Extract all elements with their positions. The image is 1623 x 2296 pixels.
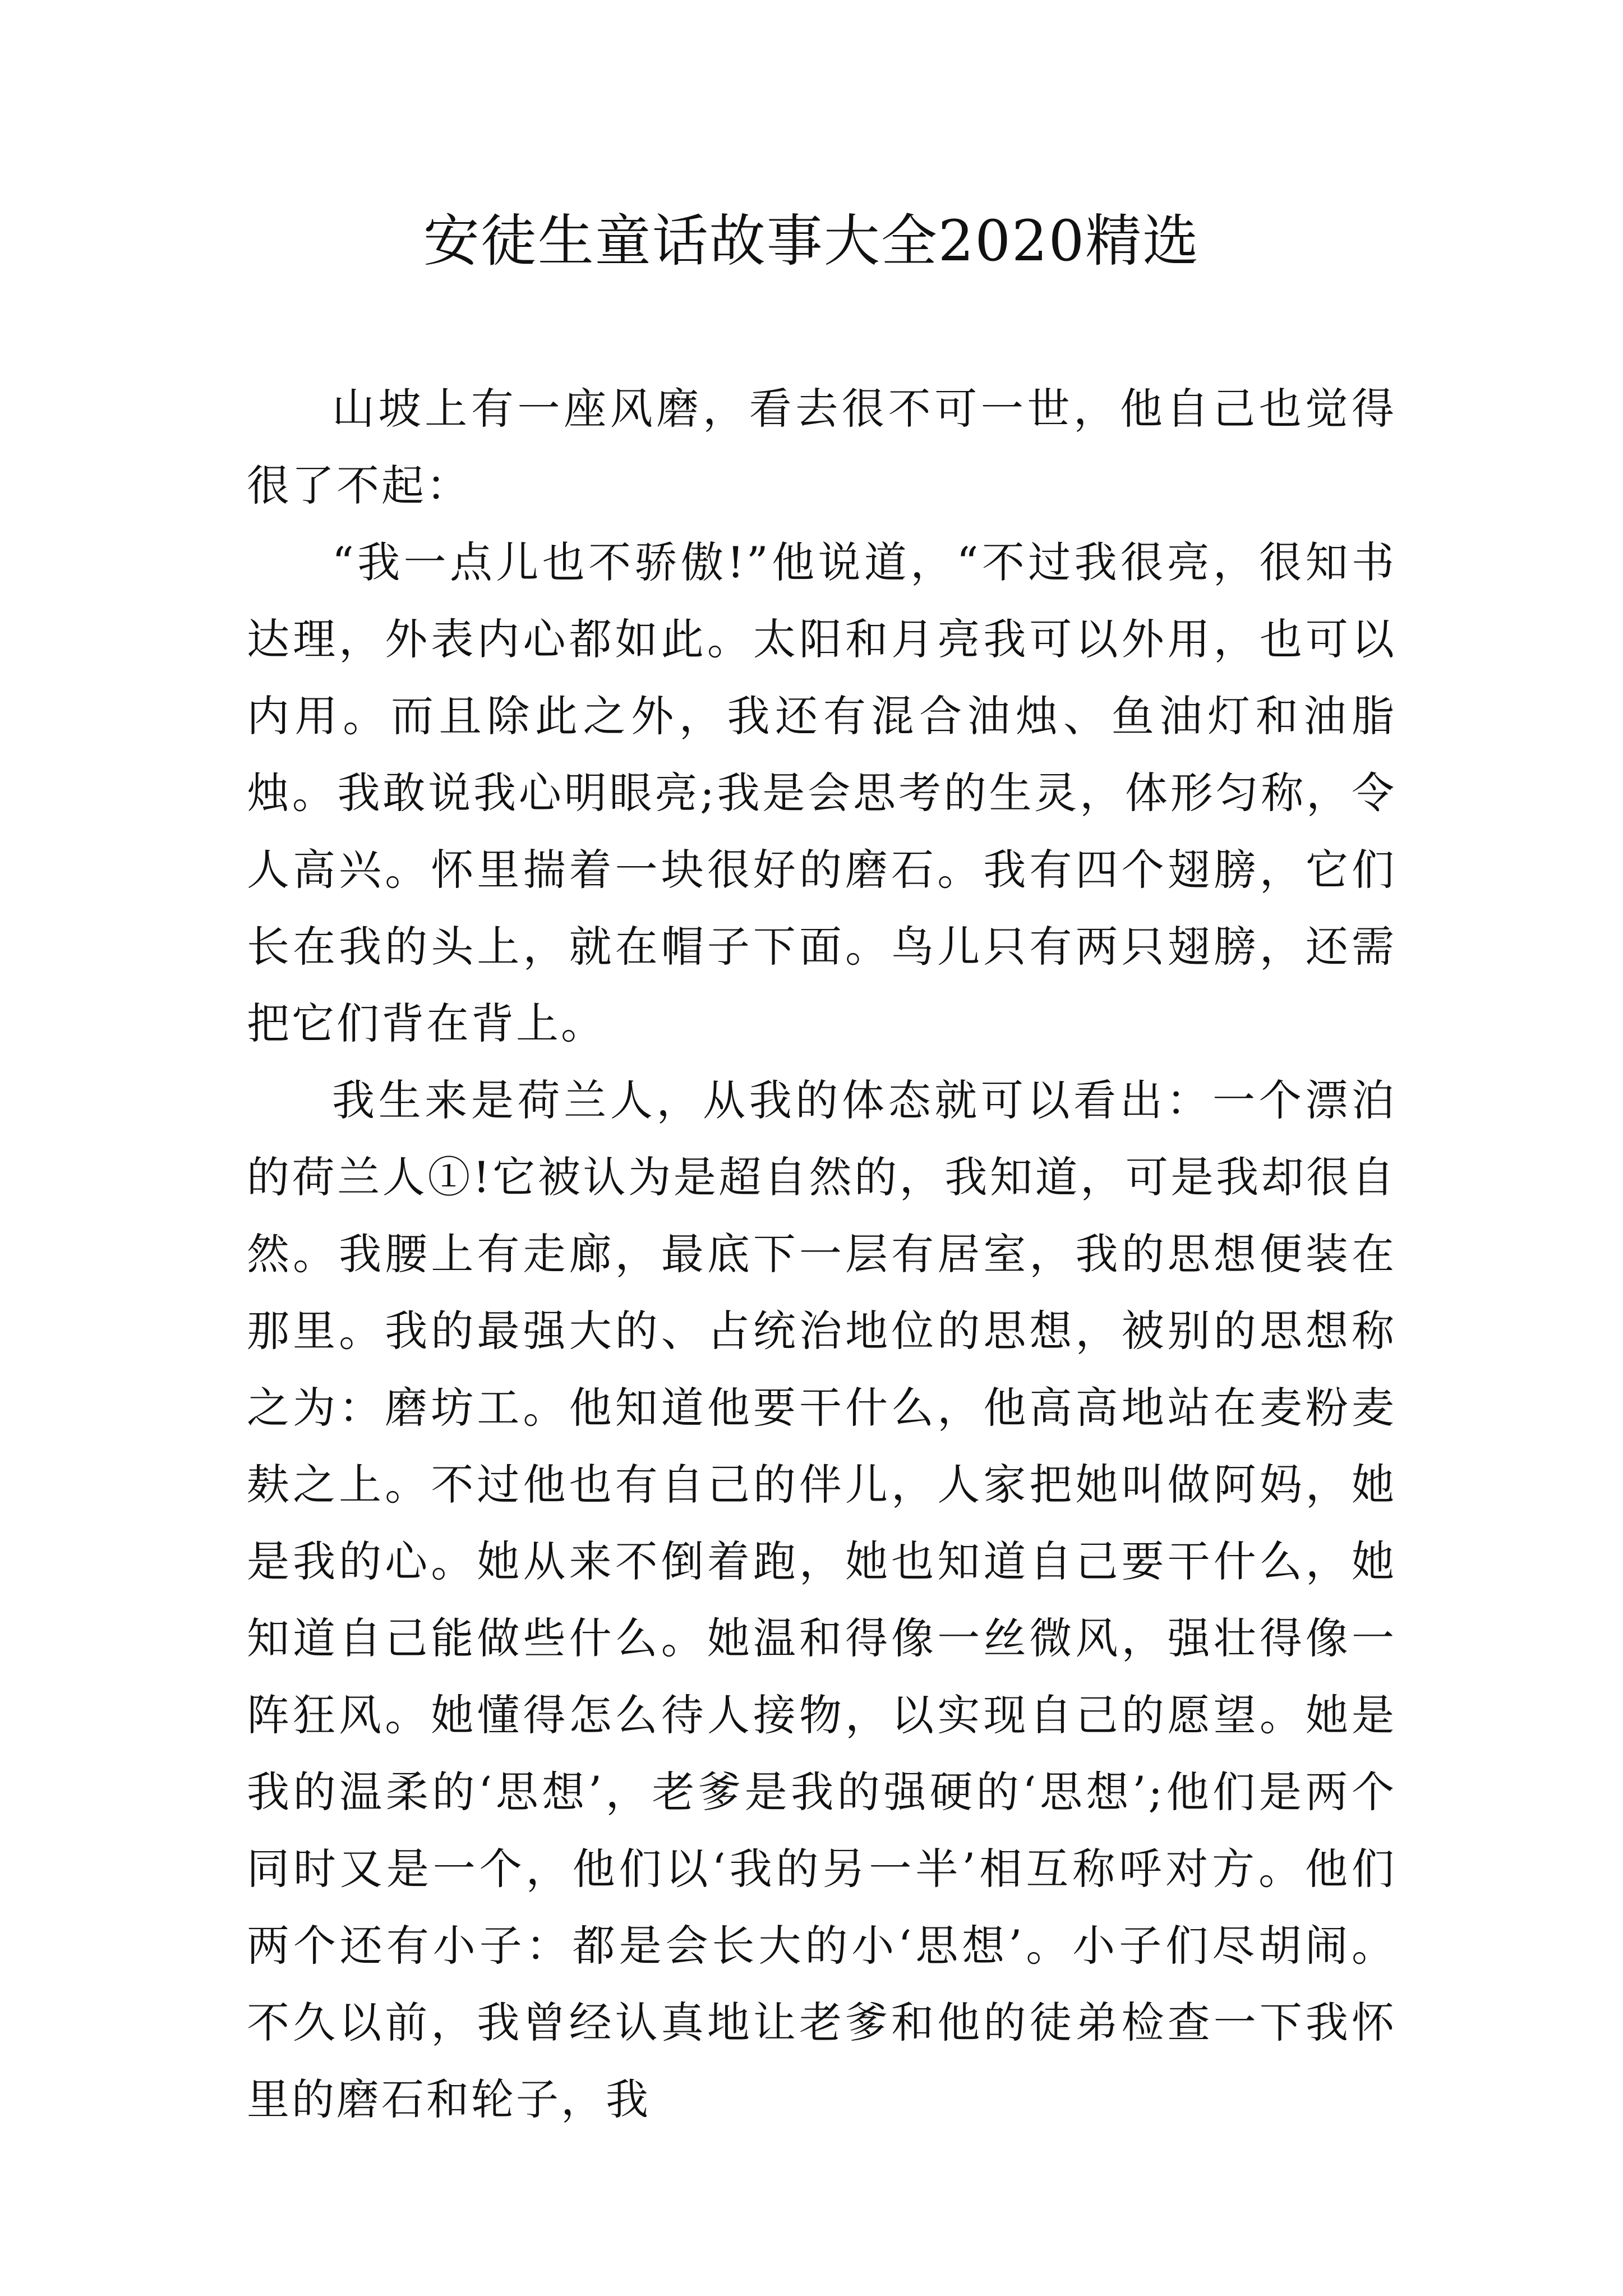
paragraph: 我生来是荷兰人，从我的体态就可以看出：一个漂泊的荷兰人①!它被认为是超自然的，我知道，可是我却很自然。我腰上有走廊，最底下一层有居室，我的思想便装在那里。我的最强大的、占统治地位的思想，被别的思想称之为：磨坊工。他知道他要干什么，他高高地站在麦粉麦麸之上。不过他也有自己的伴儿，人家把她叫做阿妈，她是我的心。她从来不倒着跑，她也知道自己要干什么，她知道自己能做些什么。她温和得像一丝微风，强壮得像一阵狂风。她懂得怎么待人接物，以实现自己的愿望。她是我的温柔的‘思想’，老爹是我的强硬的‘思想’;他们是两个同时又是一个，他们以‘我的另一半’相互称呼对方。他们两个还有小子：都是会长大的小‘思想’。小子们尽胡闹。不久以前，我曾经认真地让老爹和他的徒弟检查一下我怀里的磨石和轮子，我 (247, 1075, 1396, 2124)
document-title: 安徒生童话故事大全2020精选 (423, 208, 1200, 274)
document-body (247, 370, 1396, 2138)
paragraph: 山坡上有一座风磨，看去很不可一世，他自己也觉得很了不起： (247, 384, 1396, 510)
paragraph: “我一点儿也不骄傲!”他说道，“不过我很亮，很知书达理，外表内心都如此。太阳和月亮我可以外用，也可以内用。而且除此之外，我还有混合油烛、鱼油灯和油脂烛。我敢说我心明眼亮;我是会思考的生灵，体形匀称，令人高兴。怀里揣着一块很好的磨石。我有四个翅膀，它们长在我的头上，就在帽子下面。鸟儿只有两只翅膀，还需把它们背在背上。 (247, 537, 1396, 1048)
